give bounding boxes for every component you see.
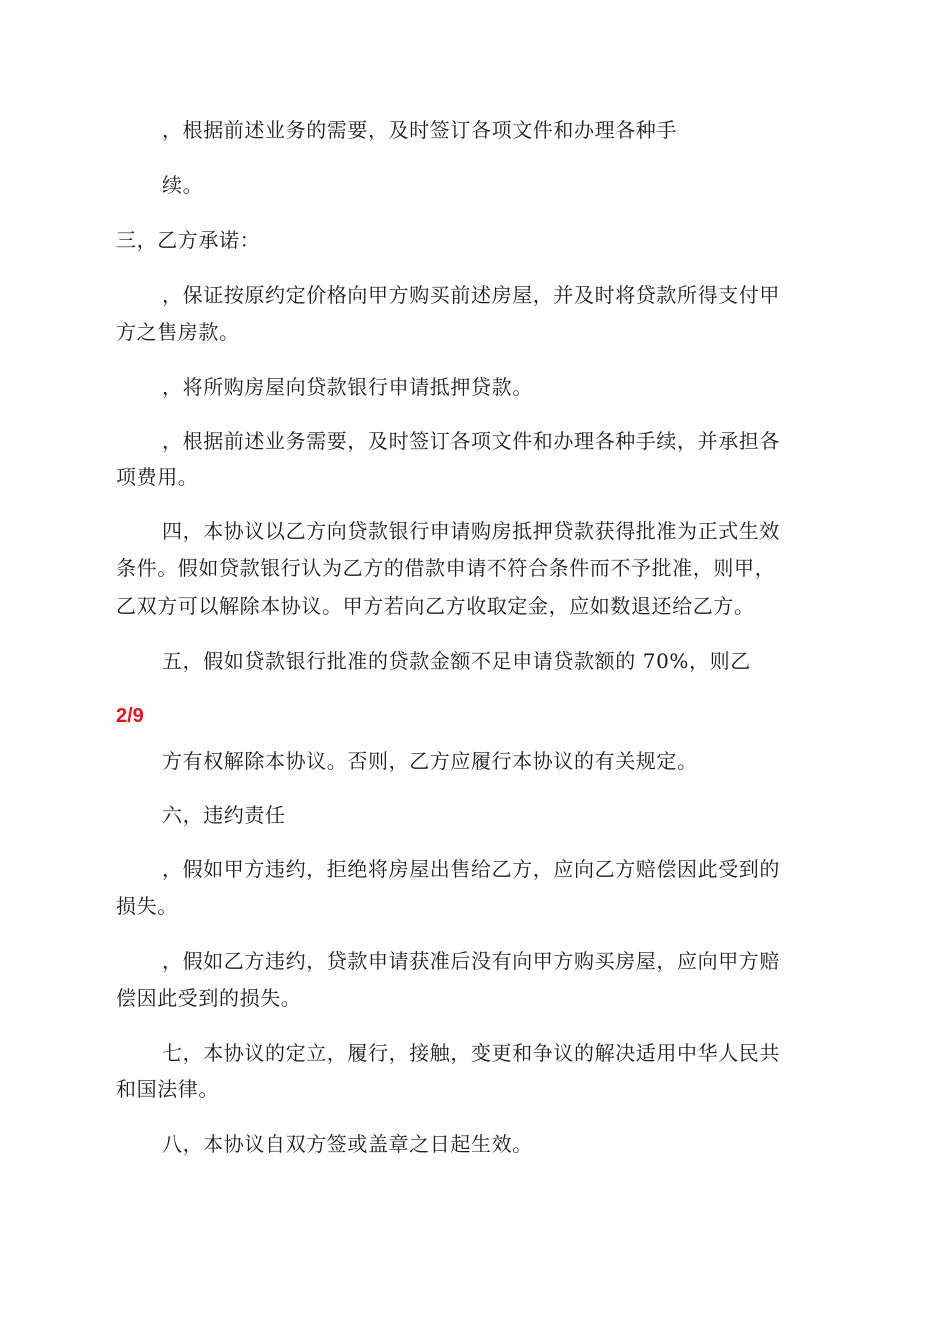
text-line: 条件。假如贷款银行认为乙方的借款申请不符合条件而不予批准，则甲，: [116, 556, 776, 580]
text-line: ，保证按原约定价格向甲方购买前述房屋，并及时将贷款所得支付甲: [162, 283, 780, 307]
text-line: 和国法律。: [116, 1077, 219, 1101]
text-line: ，假如乙方违约，贷款申请获准后没有向甲方购买房屋，应向甲方赔: [162, 949, 780, 973]
page-number-marker: 2/9: [116, 705, 144, 727]
text-line: 五，假如贷款银行批准的贷款金额不足申请贷款额的 70%，则乙: [162, 649, 751, 673]
text-line: 项费用。: [116, 465, 199, 489]
text-line: ，假如甲方违约，拒绝将房屋出售给乙方，应向乙方赔偿因此受到的: [162, 857, 780, 881]
text-line: ，根据前述业务需要，及时签订各项文件和办理各种手续，并承担各: [162, 429, 780, 453]
text-line: 方之售房款。: [116, 320, 240, 344]
text-line: 八，本协议自双方签或盖章之日起生效。: [162, 1132, 533, 1156]
text-line: 乙双方可以解除本协议。甲方若向乙方收取定金，应如数退还给乙方。: [116, 594, 755, 618]
text-line: 续。: [162, 173, 204, 197]
text-line: 方有权解除本协议。否则，乙方应履行本协议的有关规定。: [162, 749, 698, 773]
text-line: ，根据前述业务的需要，及时签订各项文件和办理各种手: [162, 118, 677, 142]
text-line: 偿因此受到的损失。: [116, 986, 302, 1010]
text-line: ，将所购房屋向贷款银行申请抵押贷款。: [162, 375, 533, 399]
text-line: 四，本协议以乙方向贷款银行申请购房抵押贷款获得批准为正式生效: [162, 519, 780, 543]
text-line: 七，本协议的定立，履行，接触，变更和争议的解决适用中华人民共: [162, 1041, 780, 1065]
section-heading: 三，乙方承诺：: [116, 228, 261, 252]
text-line: 损失。: [116, 894, 178, 918]
section-heading: 六，违约责任: [162, 803, 286, 827]
